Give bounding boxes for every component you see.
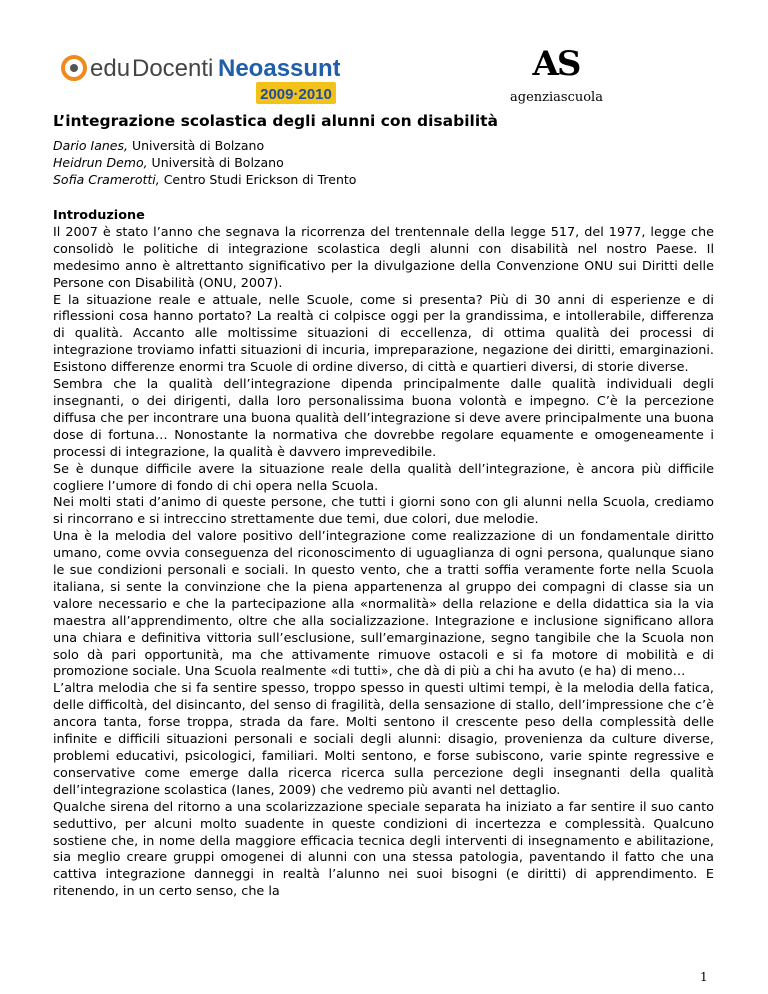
logo-neoassunti-text: Neoassunti <box>218 55 340 82</box>
as-logo-subtitle: agenziascuola <box>510 90 603 105</box>
logo-graphic <box>60 42 340 108</box>
author-name: Sofia Cramerotti, <box>53 172 160 187</box>
paragraph: Il 2007 è stato l’anno che segnava la ricorrenza del trentennale della legge 517, del 1977, legge che consolidò le politiche di integrazione scolastica degli alunni con disabilità nel nostro Paese. Il medesimo anno è altrettanto significativo per la divulgazione della Convenzione ONU sui Diritti delle Persone con Disabilità (ONU, 2007). <box>53 224 714 291</box>
author-affiliation: Università di Bolzano <box>127 138 265 153</box>
paragraph: Nei molti stati d’animo di queste persone, che tutti i giorni sono con gli alunni nella Scuola, crediamo si rincorrano e si intreccino strettamente due temi, due colori, due melodie. <box>53 495 714 528</box>
logo-docenti-text: Docenti <box>132 55 214 82</box>
author-line <box>53 137 356 154</box>
author-affiliation: Università di Bolzano <box>147 155 284 170</box>
page-number: 1 <box>700 970 708 984</box>
paragraph: L’altra melodia che si fa sentire spesso, troppo spesso in questi ultimi tempi, è la melodia della fatica, delle difficoltà, del disincanto, del senso di fragilità, della sensazione di stallo, dell’impressione che c’è ancora tanta, forse troppa, strada da fare. Molti sentono il crescente peso della complessità delle infinite e difficili situazioni personali e sociali degli alunni: disagio, provenienza da culture diverse, problemi educativi, psicologici, familiari. Molti sentono, e forse subiscono, varie spinte regressive e conservative come emerge dalla ricerca ricerca sulla percezione degli insegnanti della qualità dell’integrazione scolastica (Ianes, 2009) che vedremo più avanti nel dettaglio. <box>53 681 714 798</box>
as-logo-mark: AS <box>532 44 580 84</box>
author-name: Heidrun Demo, <box>53 155 148 170</box>
author-name: Dario Ianes, <box>53 138 128 153</box>
author-list <box>53 137 356 188</box>
body-text <box>53 208 714 901</box>
author-line <box>53 154 356 171</box>
author-affiliation: Centro Studi Erickson di Trento <box>159 172 357 187</box>
paragraph: Sembra che la qualità dell’integrazione dipenda principalmente dalle qualità individuali degli insegnanti, o dei dirigenti, dalla loro personalissima buona volontà e impegno. C’è la percezione diffusa che per incontrare una buona qualità dell’integrazione si deve avere principalmente una buona dose di fortuna… Nonostante la normativa che dovrebbe regolare equamente e omogeneamente i processi di integrazione, la qualità è davvero imprevedibile. <box>53 377 714 460</box>
logo-edu-text: edu <box>90 55 131 82</box>
paragraph: E la situazione reale e attuale, nelle Scuole, come si presenta? Più di 30 anni di esperienze e di riflessioni cosa hanno portato? La realtà ci colpisce oggi per la grandissima, e intollerabile, differenza di qualità. Accanto alle moltissime situazioni di eccellenza, di ottima qualità dei processi di integrazione troviamo infatti situazioni di incuria, impreparazione, negazione dei diritti, emarginazioni. Esistono differenze enormi tra Scuole di ordine diverso, di città e quartieri diversi, di storie diverse. <box>53 292 714 376</box>
document-title: L’integrazione scolastica degli alunni con disabilità <box>53 112 498 130</box>
paragraph: Se è dunque difficile avere la situazione reale della qualità dell’integrazione, è ancora più difficile cogliere l’umore di fondo di chi opera nella Scuola. <box>53 461 714 494</box>
author-line <box>53 171 356 188</box>
section-heading: Introduzione <box>53 208 145 223</box>
edu-docenti-neoassunti-logo <box>60 42 340 108</box>
paragraph: Qualche sirena del ritorno a una scolarizzazione speciale separata ha iniziato a far sentire il suo canto seduttivo, per alcuni molto suadente in queste condizioni di incertezza e complessità. Qualcuno sostiene che, in nome della maggiore efficacia tecnica degli interventi di insegnamento e abilitazione, sia meglio creare gruppi omogenei di alunni con una stessa patologia, paventando il fatto che una cattiva integrazione danneggi in realtà l’alunno nei suoi bisogni (e diritti) di apprendimento. E ritenendo, in un certo senso, che la <box>53 799 714 900</box>
paragraph: Una è la melodia del valore positivo dell’integrazione come realizzazione di un fondamentale diritto umano, come ovvia conseguenza del riconoscimento di uguaglianza di ogni persona, qualunque siano le sue condizioni personali e sociali. In questo vento, che a tratti soffia veramente forte nella Scuola italiana, si sente la convinzione che la piena appartenenza al gruppo dei compagni di classe sia un valore necessario e che la partecipazione alla «normalità» della relazione e della didattica sia la via maestra all’apprendimento, oltre che alla socializzazione. Integrazione e inclusione significano allora una chiara e definitiva vittoria sull’esclusione, sull’emarginazione, segno tangibile che la Scuola non solo dà pari opportunità, ma che attivamente rimuove ostacoli e si fa motore di mobilità e di promozione sociale. Una Scuola realmente «di tutti», che dà di più a chi ha avuto (e ha) di meno… <box>53 529 714 680</box>
agenziascuola-logo <box>510 44 602 110</box>
logo-year-text: 2009·2010 <box>260 86 332 103</box>
